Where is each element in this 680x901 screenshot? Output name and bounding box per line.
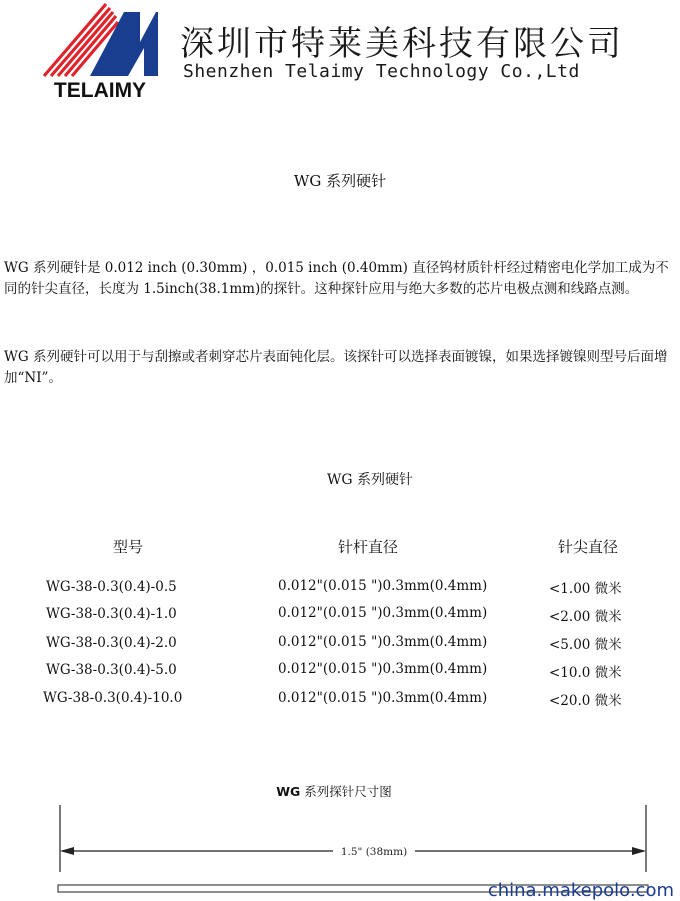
table-cell-tip: <5.00 微米 — [549, 637, 622, 653]
table-cell-shank: 0.012"(0.015 ")0.3mm(0.4mm) — [278, 634, 488, 650]
dimension-label: 1.5" (38mm) — [340, 846, 408, 858]
table-cell-shank: 0.012"(0.015 ")0.3mm(0.4mm) — [278, 605, 488, 621]
header-tip-diameter: 针尖直径 — [558, 538, 619, 556]
table-cell-tip: <20.0 微米 — [549, 693, 622, 709]
watermark: china.makepolo.com — [487, 880, 674, 901]
figure-title-text: 系列探针尺寸图 — [300, 784, 392, 799]
table-cell-model: WG-38-0.3(0.4)-2.0 — [46, 635, 177, 651]
logo-mark — [44, 4, 158, 76]
table-cell-model: WG-38-0.3(0.4)-0.5 — [46, 579, 177, 595]
page-title: WG 系列硬针 — [293, 172, 387, 190]
telaimy-logo — [40, 2, 160, 100]
figure-title-series: WG — [276, 784, 301, 799]
company-name-en: Shenzhen Telaimy Technology Co.,Ltd — [183, 61, 580, 82]
company-name-cn: 深圳市特莱美科技有限公司 — [180, 24, 624, 64]
table-cell-tip: <10.0 微米 — [549, 665, 622, 681]
table-cell-shank: 0.012"(0.015 ")0.3mm(0.4mm) — [278, 690, 488, 706]
table-cell-model: WG-38-0.3(0.4)-1.0 — [46, 606, 177, 622]
table-cell-tip: <1.00 微米 — [549, 581, 622, 597]
intro-paragraph: WG 系列硬针是 0.012 inch (0.30mm) ，0.015 inch (0.40mm) 直径钨材质针杆经过精密电化学加工成为不同的针尖直径，长度为 1.5inch(38.1mm)的探针。这种探针应用与绝大多数的芯片电极点测和线路点测。 — [4, 260, 669, 297]
left-arrowhead — [60, 847, 74, 855]
table-cell-shank: 0.012"(0.015 ")0.3mm(0.4mm) — [278, 578, 488, 594]
table-cell-model: WG-38-0.3(0.4)-10.0 — [43, 690, 183, 706]
plating-paragraph: WG 系列硬针可以用于与刮擦或者刺穿芯片表面钝化层。该探针可以选择表面镀镍，如果选择镀镍则型号后面增加“NI”。 — [4, 349, 668, 386]
header-shank-diameter: 针杆直径 — [338, 538, 399, 556]
right-arrowhead — [632, 847, 646, 855]
logo-wordmark: TELAIMY — [53, 79, 147, 100]
header-model: 型号 — [113, 538, 144, 556]
table-title: WG 系列硬针 — [326, 472, 414, 488]
table-cell-model: WG-38-0.3(0.4)-5.0 — [46, 662, 177, 678]
table-cell-tip: <2.00 微米 — [549, 609, 622, 625]
table-cell-shank: 0.012"(0.015 ")0.3mm(0.4mm) — [278, 661, 488, 677]
figure-title — [0, 782, 668, 800]
